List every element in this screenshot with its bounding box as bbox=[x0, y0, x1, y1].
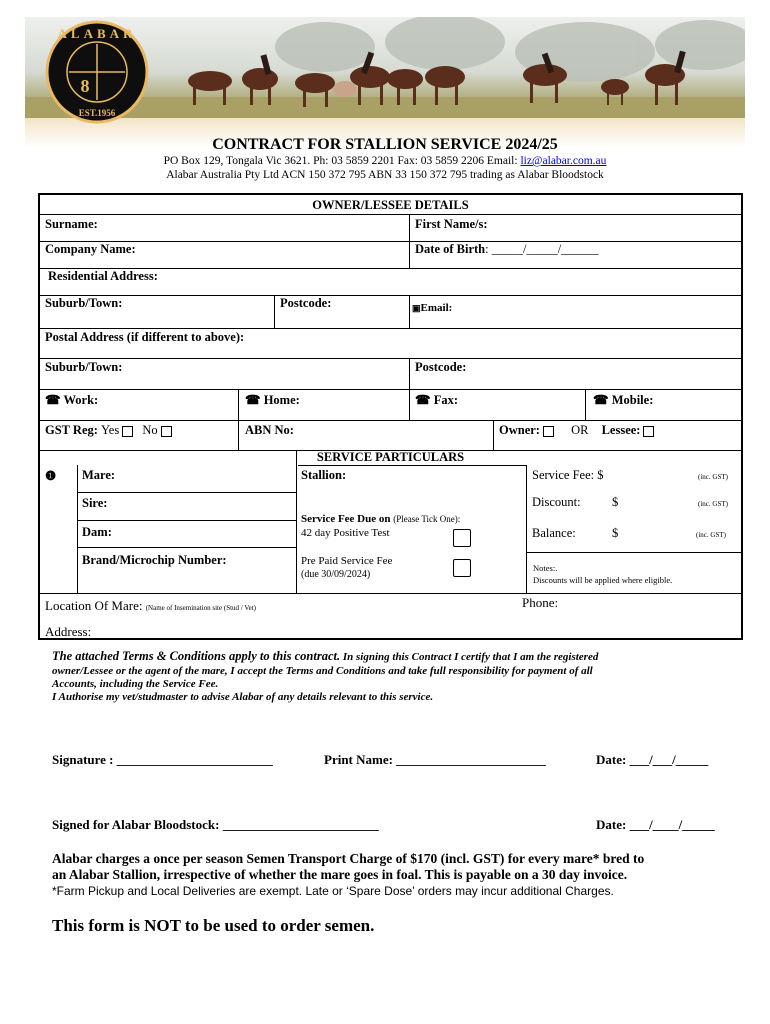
terms-paragraph bbox=[52, 649, 752, 703]
brand-microchip-label: Brand/Microchip Number: bbox=[82, 553, 227, 567]
phone-icon: ☎ bbox=[45, 393, 61, 407]
prepaid-checkbox[interactable] bbox=[453, 559, 471, 577]
contract-form bbox=[38, 193, 743, 640]
phone-icon: ☎ bbox=[593, 393, 609, 407]
service-fee-label: Service Fee: $ bbox=[532, 468, 604, 482]
inc-gst-note: (inc. GST) bbox=[698, 473, 728, 481]
discount-dollar: $ bbox=[612, 495, 619, 509]
gst-reg-group: GST Reg: Yes No bbox=[45, 423, 172, 438]
contact-details: PO Box 129, Tongala Vic 3621. Ph: 03 5859 2201 Fax: 03 5859 2206 Email: bbox=[163, 155, 521, 167]
phone-label: Phone: bbox=[522, 595, 559, 610]
discount-label: Discount: bbox=[532, 495, 581, 509]
email-icon: ▣ bbox=[412, 303, 421, 313]
terms-line2: owner/Lessee or the agent of the mare, I accept the Terms and Conditions and take full responsibility for payment of all bbox=[52, 665, 593, 677]
work-phone-field[interactable]: ☎ Work: bbox=[45, 393, 99, 407]
inc-gst-note: (inc. GST) bbox=[696, 531, 726, 539]
print-name-field[interactable]: Print Name: _______________________ bbox=[324, 752, 546, 767]
residential-address-label: Residential Address: bbox=[48, 269, 158, 283]
address-label: Address: bbox=[45, 624, 92, 639]
abn-label: ABN No: bbox=[245, 423, 294, 437]
fee-due-label: Service Fee Due on (Please Tick One): bbox=[301, 513, 461, 525]
service-section-title: SERVICE PARTICULARS bbox=[316, 450, 465, 464]
logo-ring-text: ALABAR bbox=[57, 26, 137, 41]
farm-pickup-note: *Farm Pickup and Local Deliveries are exempt. Late or ‘Spare Dose’ orders may incur additional Charges. bbox=[52, 884, 614, 898]
sire-label: Sire: bbox=[82, 496, 108, 510]
alabar-logo bbox=[45, 20, 149, 124]
phone-icon: ☎ bbox=[415, 393, 431, 407]
svg-text:8: 8 bbox=[80, 76, 90, 96]
gst-no-checkbox[interactable] bbox=[161, 426, 172, 437]
inc-gst-note: (inc. GST) bbox=[698, 500, 728, 508]
transport-charge-line1: Alabar charges a once per season Semen Transport Charge of $170 (incl. GST) for every mare* bred to bbox=[52, 851, 645, 866]
dam-label: Dam: bbox=[82, 525, 112, 539]
notes-text: Discounts will be applied where eligible. bbox=[533, 575, 673, 585]
notes-label: Notes:. bbox=[533, 563, 558, 573]
company-name-label: Company Name: bbox=[45, 242, 136, 256]
owner-lessee-group: Owner: OR Lessee: bbox=[499, 423, 654, 438]
postal-address-label: Postal Address (if different to above): bbox=[45, 330, 245, 344]
home-phone-field[interactable]: ☎ Home: bbox=[245, 393, 300, 407]
terms-line3: Accounts, including the Service Fee. bbox=[52, 678, 219, 690]
company-line: Alabar Australia Pty Ltd ACN 150 372 795 ABN 33 150 372 795 trading as Alabar Bloodstock bbox=[166, 169, 604, 181]
balance-dollar: $ bbox=[612, 526, 619, 540]
lessee-checkbox[interactable] bbox=[643, 426, 654, 437]
email-field[interactable]: ▣Email: bbox=[412, 302, 453, 314]
mare-label: Mare: bbox=[82, 468, 116, 482]
first-names-label: First Name/s: bbox=[415, 217, 488, 231]
suburb-label: Suburb/Town: bbox=[45, 296, 123, 310]
balance-label: Balance: bbox=[532, 526, 576, 540]
transport-charge-line2: an Alabar Stallion, irrespective of whether the mare goes in foal. This is payable on a 30 day invoice. bbox=[52, 867, 628, 882]
page-title: CONTRACT FOR STALLION SERVICE 2024/25 bbox=[212, 136, 558, 153]
positive-test-checkbox[interactable] bbox=[453, 529, 471, 547]
info-icon: ❶ bbox=[45, 469, 57, 483]
gst-yes-checkbox[interactable] bbox=[122, 426, 133, 437]
postal-postcode-label: Postcode: bbox=[415, 360, 467, 374]
terms-line4: I Authorise my vet/studmaster to advise Alabar of any details relevant to this service. bbox=[52, 691, 434, 703]
positive-test-option: 42 day Positive Test bbox=[301, 527, 390, 539]
alabar-date-field[interactable]: Date: ___/____/_____ bbox=[596, 817, 715, 832]
terms-line1: In signing this Contract I certify that I am the registered bbox=[340, 651, 599, 663]
owner-checkbox[interactable] bbox=[543, 426, 554, 437]
location-of-mare-field[interactable]: Location Of Mare: (Name of Insemination site (Stud / Vet) bbox=[45, 598, 257, 613]
phone-icon: ☎ bbox=[245, 393, 261, 407]
signature-field[interactable]: Signature : ________________________ bbox=[52, 752, 273, 767]
prepaid-date: (due 30/09/2024) bbox=[301, 569, 371, 580]
stallion-label: Stallion: bbox=[301, 468, 347, 482]
prepaid-option: Pre Paid Service Fee bbox=[301, 555, 393, 567]
contact-line bbox=[0, 155, 770, 167]
mobile-phone-field[interactable]: ☎ Mobile: bbox=[593, 393, 654, 407]
contact-email-link[interactable]: liz@alabar.com.au bbox=[520, 155, 607, 167]
logo-established: EST.1956 bbox=[78, 108, 116, 118]
postcode-label: Postcode: bbox=[280, 296, 332, 310]
date-of-birth-field[interactable]: Date of Birth: _____/_____/______ bbox=[415, 242, 599, 256]
terms-lead: The attached Terms & Conditions apply to this contract. bbox=[52, 649, 341, 663]
owner-section-title: OWNER/LESSEE DETAILS bbox=[312, 198, 469, 212]
fax-field[interactable]: ☎ Fax: bbox=[415, 393, 459, 407]
signed-for-alabar-field[interactable]: Signed for Alabar Bloodstock: ________________________ bbox=[52, 817, 379, 832]
postal-suburb-label: Suburb/Town: bbox=[45, 360, 123, 374]
surname-label: Surname: bbox=[45, 217, 98, 231]
not-for-semen-order: This form is NOT to be used to order semen. bbox=[52, 916, 375, 935]
date-field[interactable]: Date: ___/___/_____ bbox=[596, 752, 709, 767]
